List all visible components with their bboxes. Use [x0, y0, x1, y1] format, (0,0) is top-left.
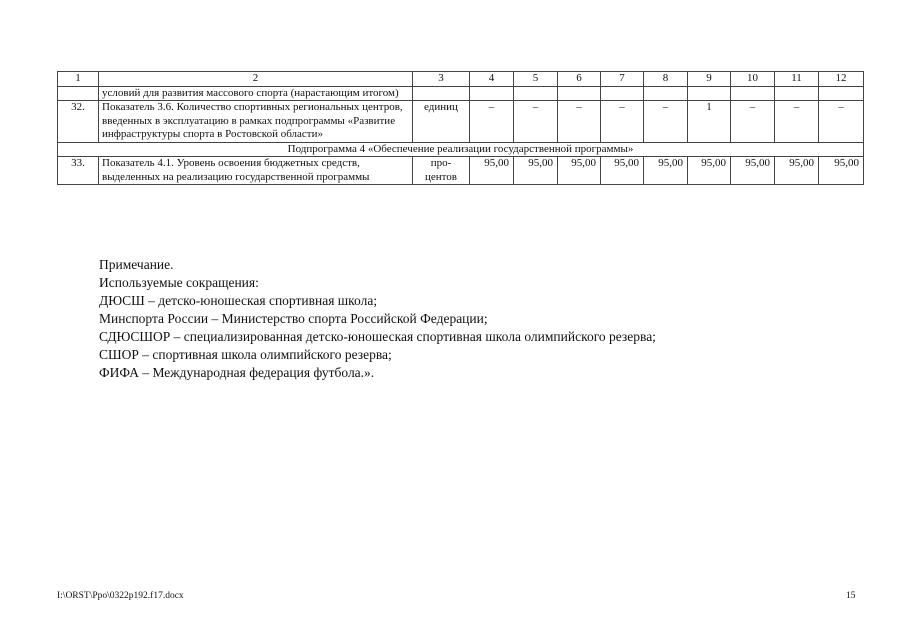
page-number: 15 — [846, 591, 856, 601]
value-cell: – — [601, 101, 644, 143]
row-number: 33. — [58, 157, 99, 185]
table-row — [58, 157, 864, 185]
value-cell — [470, 86, 514, 101]
value-cell: – — [644, 101, 688, 143]
header-cell: 1 — [58, 72, 99, 87]
value-cell: 95,00 — [470, 157, 514, 185]
header-cell: 7 — [601, 72, 644, 87]
value-cell — [688, 86, 731, 101]
header-cell: 2 — [99, 72, 413, 87]
value-cell — [731, 86, 775, 101]
header-cell: 12 — [819, 72, 864, 87]
value-cell: 1 — [688, 101, 731, 143]
value-cell: 95,00 — [775, 157, 819, 185]
indicator-name: Показатель 3.6. Количество спортивных региональных центров, введенных в эксплуатацию в рамках подпрограммы «Развитие инфраструктуры спорта в Ростовской области» — [99, 101, 413, 143]
value-cell: 95,00 — [558, 157, 601, 185]
header-cell: 11 — [775, 72, 819, 87]
value-cell — [601, 86, 644, 101]
footer-file-path: I:\ORST\Ppo\0322p192.f17.docx — [57, 591, 184, 601]
section-row — [58, 142, 864, 157]
value-cell: 95,00 — [514, 157, 558, 185]
header-cell: 3 — [413, 72, 470, 87]
row-number — [58, 86, 99, 101]
table-row — [58, 86, 864, 101]
value-cell: – — [558, 101, 601, 143]
notes-title: Примечание. — [99, 257, 174, 272]
notes-block — [99, 256, 656, 382]
header-cell: 9 — [688, 72, 731, 87]
value-cell — [819, 86, 864, 101]
abbreviation-item: ДЮСШ – детско-юношеская спортивная школа; — [99, 293, 378, 308]
unit-cell: единиц — [413, 101, 470, 143]
table-row — [58, 101, 864, 143]
notes-subtitle: Используемые сокращения: — [99, 275, 259, 290]
unit-cell — [413, 86, 470, 101]
value-cell: – — [819, 101, 864, 143]
header-cell: 10 — [731, 72, 775, 87]
value-cell: – — [470, 101, 514, 143]
value-cell: – — [514, 101, 558, 143]
value-cell: – — [775, 101, 819, 143]
row-number: 32. — [58, 101, 99, 143]
indicators-table — [57, 71, 864, 185]
abbreviation-item: Минспорта России – Министерство спорта Российской Федерации; — [99, 311, 488, 326]
unit-cell: про- центов — [413, 157, 470, 185]
value-cell — [775, 86, 819, 101]
indicator-name: Показатель 4.1. Уровень освоения бюджетных средств, выделенных на реализацию государственной программы — [99, 157, 413, 185]
value-cell — [514, 86, 558, 101]
value-cell: 95,00 — [688, 157, 731, 185]
value-cell — [644, 86, 688, 101]
subprogram-title: Подпрограмма 4 «Обеспечение реализации государственной программы» — [58, 142, 864, 157]
value-cell: – — [731, 101, 775, 143]
value-cell: 95,00 — [601, 157, 644, 185]
value-cell: 95,00 — [819, 157, 864, 185]
indicator-name: условий для развития массового спорта (нарастающим итогом) — [99, 86, 413, 101]
value-cell — [558, 86, 601, 101]
table-header-row — [58, 72, 864, 87]
header-cell: 8 — [644, 72, 688, 87]
abbreviation-item: ФИФА – Международная федерация футбола.». — [99, 365, 375, 380]
abbreviation-item: СДЮСШОР – специализированная детско-юношеская спортивная школа олимпийского резерва; — [99, 329, 656, 344]
value-cell: 95,00 — [644, 157, 688, 185]
header-cell: 5 — [514, 72, 558, 87]
header-cell: 4 — [470, 72, 514, 87]
header-cell: 6 — [558, 72, 601, 87]
abbreviation-item: СШОР – спортивная школа олимпийского резерва; — [99, 347, 392, 362]
value-cell: 95,00 — [731, 157, 775, 185]
